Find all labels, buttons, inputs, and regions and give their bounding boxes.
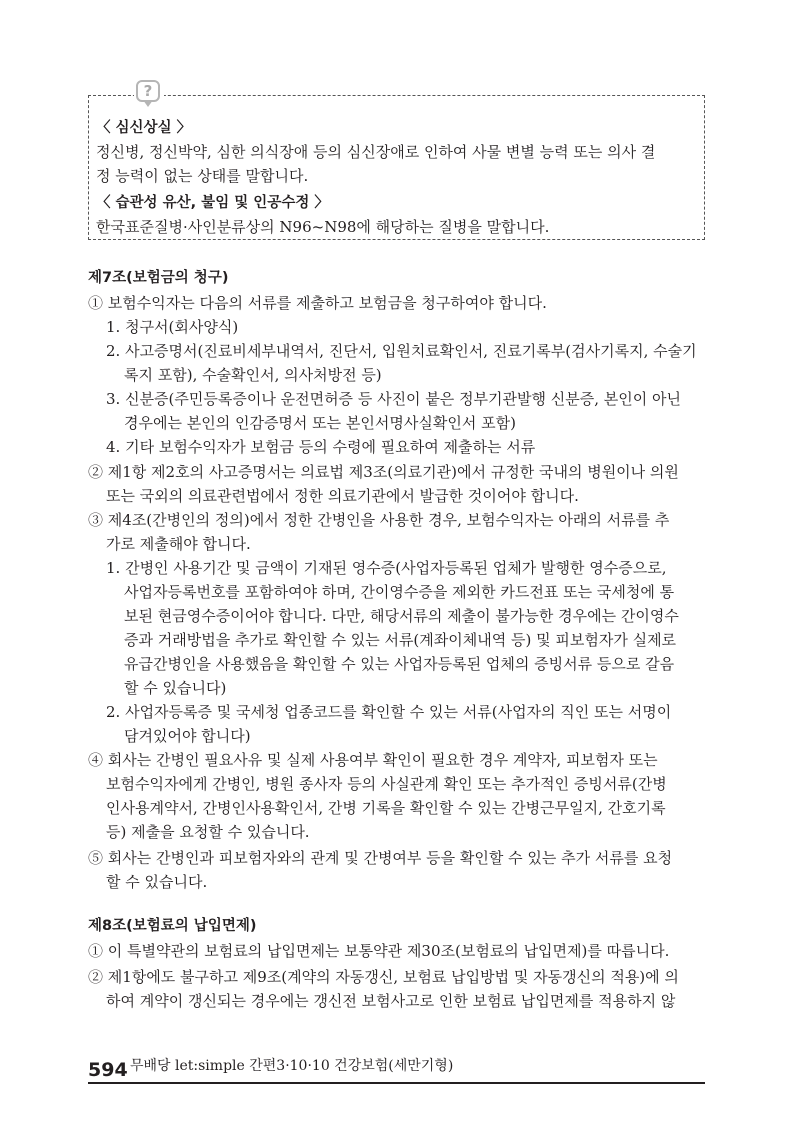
list-item: 1. 청구서(회사양식)	[106, 318, 239, 336]
list-item-cont: 증과 거래방법을 추가로 확인할 수 있는 서류(계좌이체내역 등) 및 피보험자가 실제로	[124, 631, 677, 649]
clause-text: ① 보험수익자는 다음의 서류를 제출하고 보험금을 청구하여야 합니다.	[88, 294, 547, 312]
definition-text: 정신병, 정신박약, 심한 의식장애 등의 심신장애로 인하여 사물 변별 능력 또는 의사 결	[96, 143, 656, 161]
list-item: 3. 신분증(주민등록증이나 운전면허증 등 사진이 붙은 정부기관발행 신분증, 본인이 아닌	[106, 390, 681, 408]
question-bubble-icon: ?	[134, 78, 164, 112]
list-item-cont: 경우에는 본인의 인감증명서 또는 본인서명사실확인서 포함)	[124, 414, 516, 432]
clause-text-cont: 보험수익자에게 간병인, 병원 종사자 등의 사실관계 확인 또는 추가적인 증빙서류(간병	[106, 775, 667, 793]
article-7-title: 제7조(보험금의 청구)	[88, 270, 229, 286]
clause-text: ③ 제4조(간병인의 정의)에서 정한 간병인을 사용한 경우, 보험수익자는 아래의 서류를 추	[88, 511, 670, 529]
definition-text: 한국표준질병·사인분류상의 N96~N98에 해당하는 질병을 말합니다.	[96, 218, 550, 236]
clause-text-cont: 등) 제출을 요청할 수 있습니다.	[106, 823, 310, 841]
list-item-cont: 할 수 있습니다)	[124, 679, 227, 697]
clause-text-cont: 하여 계약이 갱신되는 경우에는 갱신전 보험사고로 인한 보험료 납입면제를 적용하지 않	[106, 992, 676, 1010]
clause-text-cont: 또는 국외의 의료관련법에서 정한 의료기관에서 발급한 것이어야 합니다.	[106, 487, 579, 505]
clause-text-cont: 인사용계약서, 간병인사용확인서, 간병 기록을 확인할 수 있는 간병근무일지, 간호기록	[106, 799, 666, 817]
page-number: 594	[88, 1059, 128, 1081]
clause-text-cont: 할 수 있습니다.	[106, 873, 208, 891]
clause-text-cont: 가로 제출해야 합니다.	[106, 535, 251, 553]
list-item-cont: 유급간병인을 사용했음을 확인할 수 있는 사업자등록된 업체의 증빙서류 등으로 갈음	[124, 655, 675, 673]
list-item-cont: 사업자등록번호를 포함하여야 하며, 간이영수증을 제외한 카드전표 또는 국세청에 통	[124, 583, 675, 601]
list-item: 1. 간병인 사용기간 및 금액이 기재된 영수증(사업자등록된 업체가 발행한 영수증으로,	[106, 559, 667, 577]
list-item: 4. 기타 보험수익자가 보험금 등의 수령에 필요하여 제출하는 서류	[106, 438, 536, 456]
clause-text: ⑤ 회사는 간병인과 피보험자와의 관계 및 간병여부 등을 확인할 수 있는 추가 서류를 요청	[88, 849, 673, 867]
definition-heading-2: 〈 습관성 유산, 불임 및 인공수정 〉	[96, 195, 329, 211]
clause-text: ② 제1항에도 불구하고 제9조(계약의 자동갱신, 보험료 납입방법 및 자동갱신의 적용)에 의	[88, 968, 679, 986]
definition-text: 정 능력이 없는 상태를 말합니다.	[96, 167, 309, 185]
list-item-cont: 록지 포함), 수술확인서, 의사처방전 등)	[124, 366, 382, 384]
list-item-cont: 보된 현금영수증이어야 합니다. 다만, 해당서류의 제출이 불가능한 경우에는 간이영수	[124, 607, 679, 625]
definition-heading-1: 〈 심신상실 〉	[96, 120, 192, 136]
list-item: 2. 사고증명서(진료비세부내역서, 진단서, 입원치료확인서, 진료기록부(검사기록지, 수술기	[106, 342, 697, 360]
clause-text: ④ 회사는 간병인 필요사유 및 실제 사용여부 확인이 필요한 경우 계약자, 피보험자 또는	[88, 751, 658, 769]
list-item: 2. 사업자등록증 및 국세청 업종코드를 확인할 수 있는 서류(사업자의 직인 또는 서명이	[106, 703, 672, 721]
article-8-title: 제8조(보험료의 납입면제)	[88, 918, 257, 934]
footer-title: 무배당 let:simple 간편3·10·10 건강보험(세만기형)	[130, 1058, 454, 1074]
clause-text: ② 제1항 제2호의 사고증명서는 의료법 제3조(의료기관)에서 규정한 국내의 병원이나 의원	[88, 463, 679, 481]
footer-rule	[88, 1082, 705, 1084]
clause-text: ① 이 특별약관의 보험료의 납입면제는 보통약관 제30조(보험료의 납입면제)를 따릅니다.	[88, 942, 670, 960]
list-item-cont: 담겨있어야 합니다)	[124, 727, 251, 745]
